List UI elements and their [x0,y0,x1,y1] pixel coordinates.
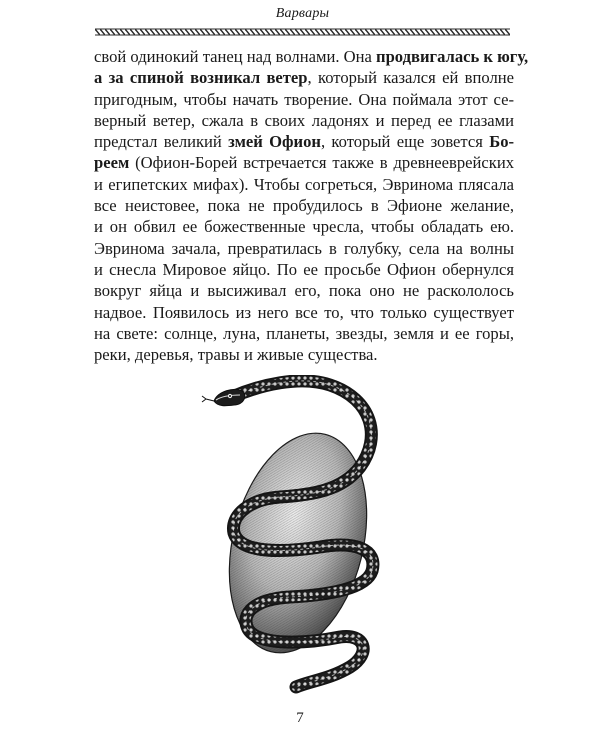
text-line: все неистовее, пока не пробудилось в Эфионе желание, [94,196,514,216]
text-line: верный ветер, сжала в своих ладонях и перед ее глазами [94,110,514,130]
text-line: и снесла Мировое яйцо. По ее просьбе Офион обернулся [94,259,514,279]
text-line: реем (Офион-Борей встречается также в древнееврейских [94,153,514,173]
serpent-egg-illustration [200,375,410,695]
page-number: 7 [296,710,304,726]
text-line: на свете: солнце, луна, планеты, звезды, земля и ее горы, [94,323,514,343]
text-line: вокруг яйца и высиживал его, пока оно не раскололось [94,281,514,301]
serpent-head [202,389,245,405]
text-line: а за спиной возникал ветер, который казался ей вполне [94,68,514,88]
text-line: Эвринома зачала, превратилась в голубку, села на волны [94,238,514,258]
text-line: пригодным, чтобы начать творение. Она поймала этот се- [94,89,514,109]
text-line: и он обвил ее божественные чресла, чтобы обладать ею. [94,217,514,237]
text-line: и египетских мифах). Чтобы согреться, Эвринома плясала [94,174,514,194]
running-title: Варвары [275,6,330,21]
ornamental-rule [95,26,510,38]
text-line: реки, деревья, травы и живые существа. [94,345,378,365]
text-line: надвое. Появилось из него все то, что только существует [94,302,514,322]
body-text [94,46,529,365]
text-line: предстал великий змей Офион, который еще зовется Бо- [94,132,515,152]
running-header [95,6,510,40]
text-line: свой одинокий танец над волнами. Она продвигалась к югу, [94,47,529,66]
